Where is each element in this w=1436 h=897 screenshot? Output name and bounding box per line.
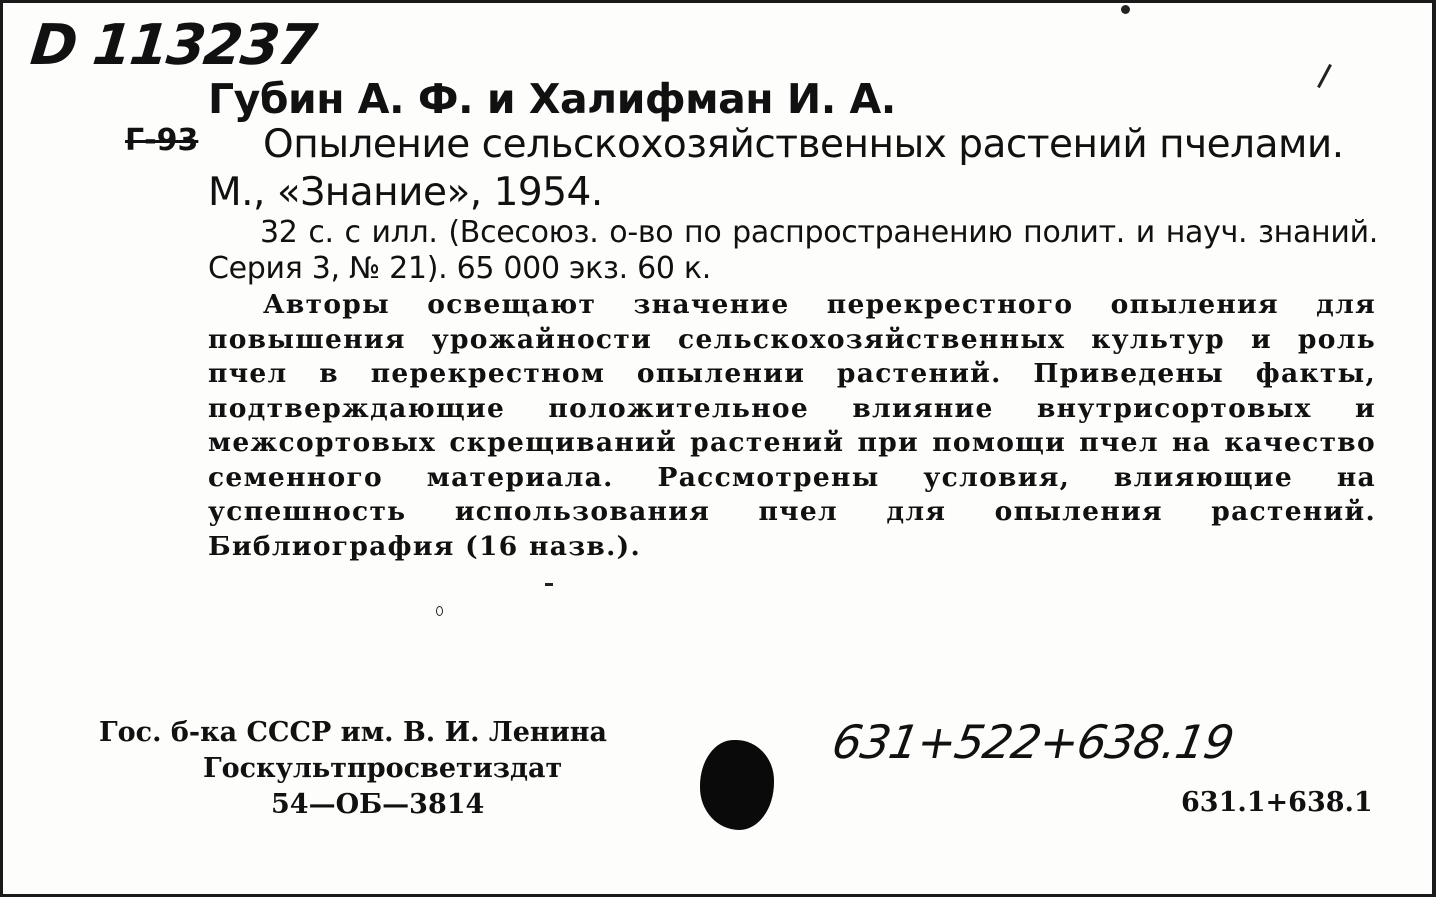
call-number: Г-93 [125, 123, 199, 158]
library-name: Гос. б-ка СССР им. В. И. Ленина [99, 717, 607, 748]
collation-note: 32 с. с илл. (Всесоюз. о-во по распространению полит. и науч. знаний. Серия 3, № 21). 65 000 экз. 60 к. [208, 215, 1378, 286]
card-order-number: 54—ОБ—3814 [271, 789, 485, 820]
handwritten-shelf-mark: D 113237 [27, 13, 319, 78]
title-statement: Опыление сельскохозяйственных растений пчелами. М., «Знание», 1954. [208, 122, 1344, 215]
author-heading: Губин А. Ф. и Халифман И. А. [208, 75, 896, 123]
handwritten-udc: 631+522+638.19 [828, 715, 1238, 769]
annotation-text: Авторы освещают значение перекрестного опыления для повышения урожайности сельскохозяйственных культур и роль пчел в перекрестном опылении растений. Приведены факты, подтверждающие положительное влияние внутрисортовых и межсортовых скрещиваний растений при помощи пчел на качество семенного материала. Рассмотрены условия, влияющие на успешность использования пчел для опыления растений. Библиография (16 назв.). [208, 289, 1376, 562]
stray-ring [436, 606, 443, 616]
library-imprint [99, 715, 659, 823]
punch-hole [700, 740, 774, 830]
ink-dot [1121, 5, 1130, 14]
stray-mark [545, 583, 553, 586]
publisher-name: Госкультпросветиздат [203, 753, 563, 784]
pencil-tick [1317, 64, 1332, 88]
printed-udc: 631.1+638.1 [1181, 787, 1373, 818]
